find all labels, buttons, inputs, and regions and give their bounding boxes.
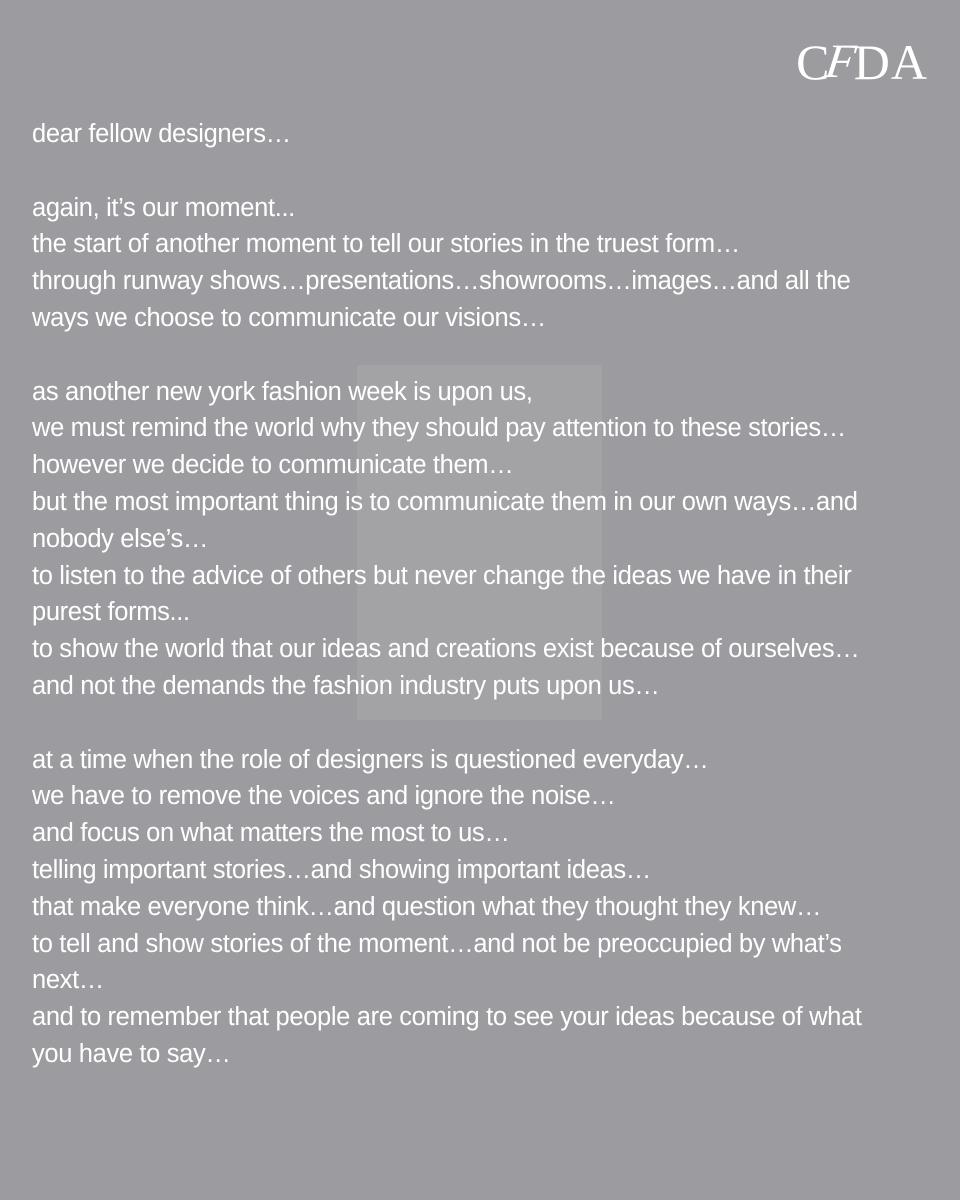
letter-line: the start of another moment to tell our stories in the truest form… <box>32 230 740 259</box>
letter-paragraph <box>32 190 932 337</box>
letter-line: however we decide to communicate them… <box>32 451 514 480</box>
letter-line: nobody else’s… <box>32 524 209 553</box>
letter-line: again, it’s our moment... <box>32 193 295 222</box>
letter-line: you have to say… <box>32 1039 231 1068</box>
letter-paragraph <box>32 116 932 153</box>
letter-line: and to remember that people are coming to see your ideas because of what <box>32 1003 862 1032</box>
letter-line: but the most important thing is to communicate them in our own ways…and <box>32 487 858 516</box>
letter-line: that make everyone think…and question what they thought they knew… <box>32 892 822 921</box>
cfda-logo <box>796 34 928 90</box>
letter-line: telling important stories…and showing important ideas… <box>32 855 651 884</box>
letter-line: to tell and show stories of the moment…and not be preoccupied by what’s <box>32 929 842 958</box>
letter-line: purest forms... <box>32 598 190 627</box>
letter-line: to show the world that our ideas and creations exist because of ourselves… <box>32 635 860 664</box>
letter-line: as another new york fashion week is upon us, <box>32 377 533 406</box>
letter-line: we have to remove the voices and ignore the noise… <box>32 782 616 811</box>
letter-line: we must remind the world why they should pay attention to these stories… <box>32 414 846 443</box>
letter-line: at a time when the role of designers is questioned everyday… <box>32 745 709 774</box>
logo-letters-da: DA <box>853 34 928 90</box>
letter-line: and focus on what matters the most to us… <box>32 819 510 848</box>
letter-body <box>32 116 932 1110</box>
letter-line: dear fellow designers… <box>32 120 291 148</box>
letter-paragraph <box>32 374 932 705</box>
letter-line: ways we choose to communicate our visions… <box>32 303 546 332</box>
logo-letter-c: C <box>796 34 831 90</box>
letter-line: to listen to the advice of others but never change the ideas we have in their <box>32 561 852 590</box>
letter-line: through runway shows…presentations…showrooms…images…and all the <box>32 267 851 296</box>
letter-line: next… <box>32 966 104 995</box>
letter-line: and not the demands the fashion industry puts upon us… <box>32 671 660 700</box>
logo-letter-f: F <box>822 35 860 88</box>
letter-paragraph <box>32 742 932 1073</box>
